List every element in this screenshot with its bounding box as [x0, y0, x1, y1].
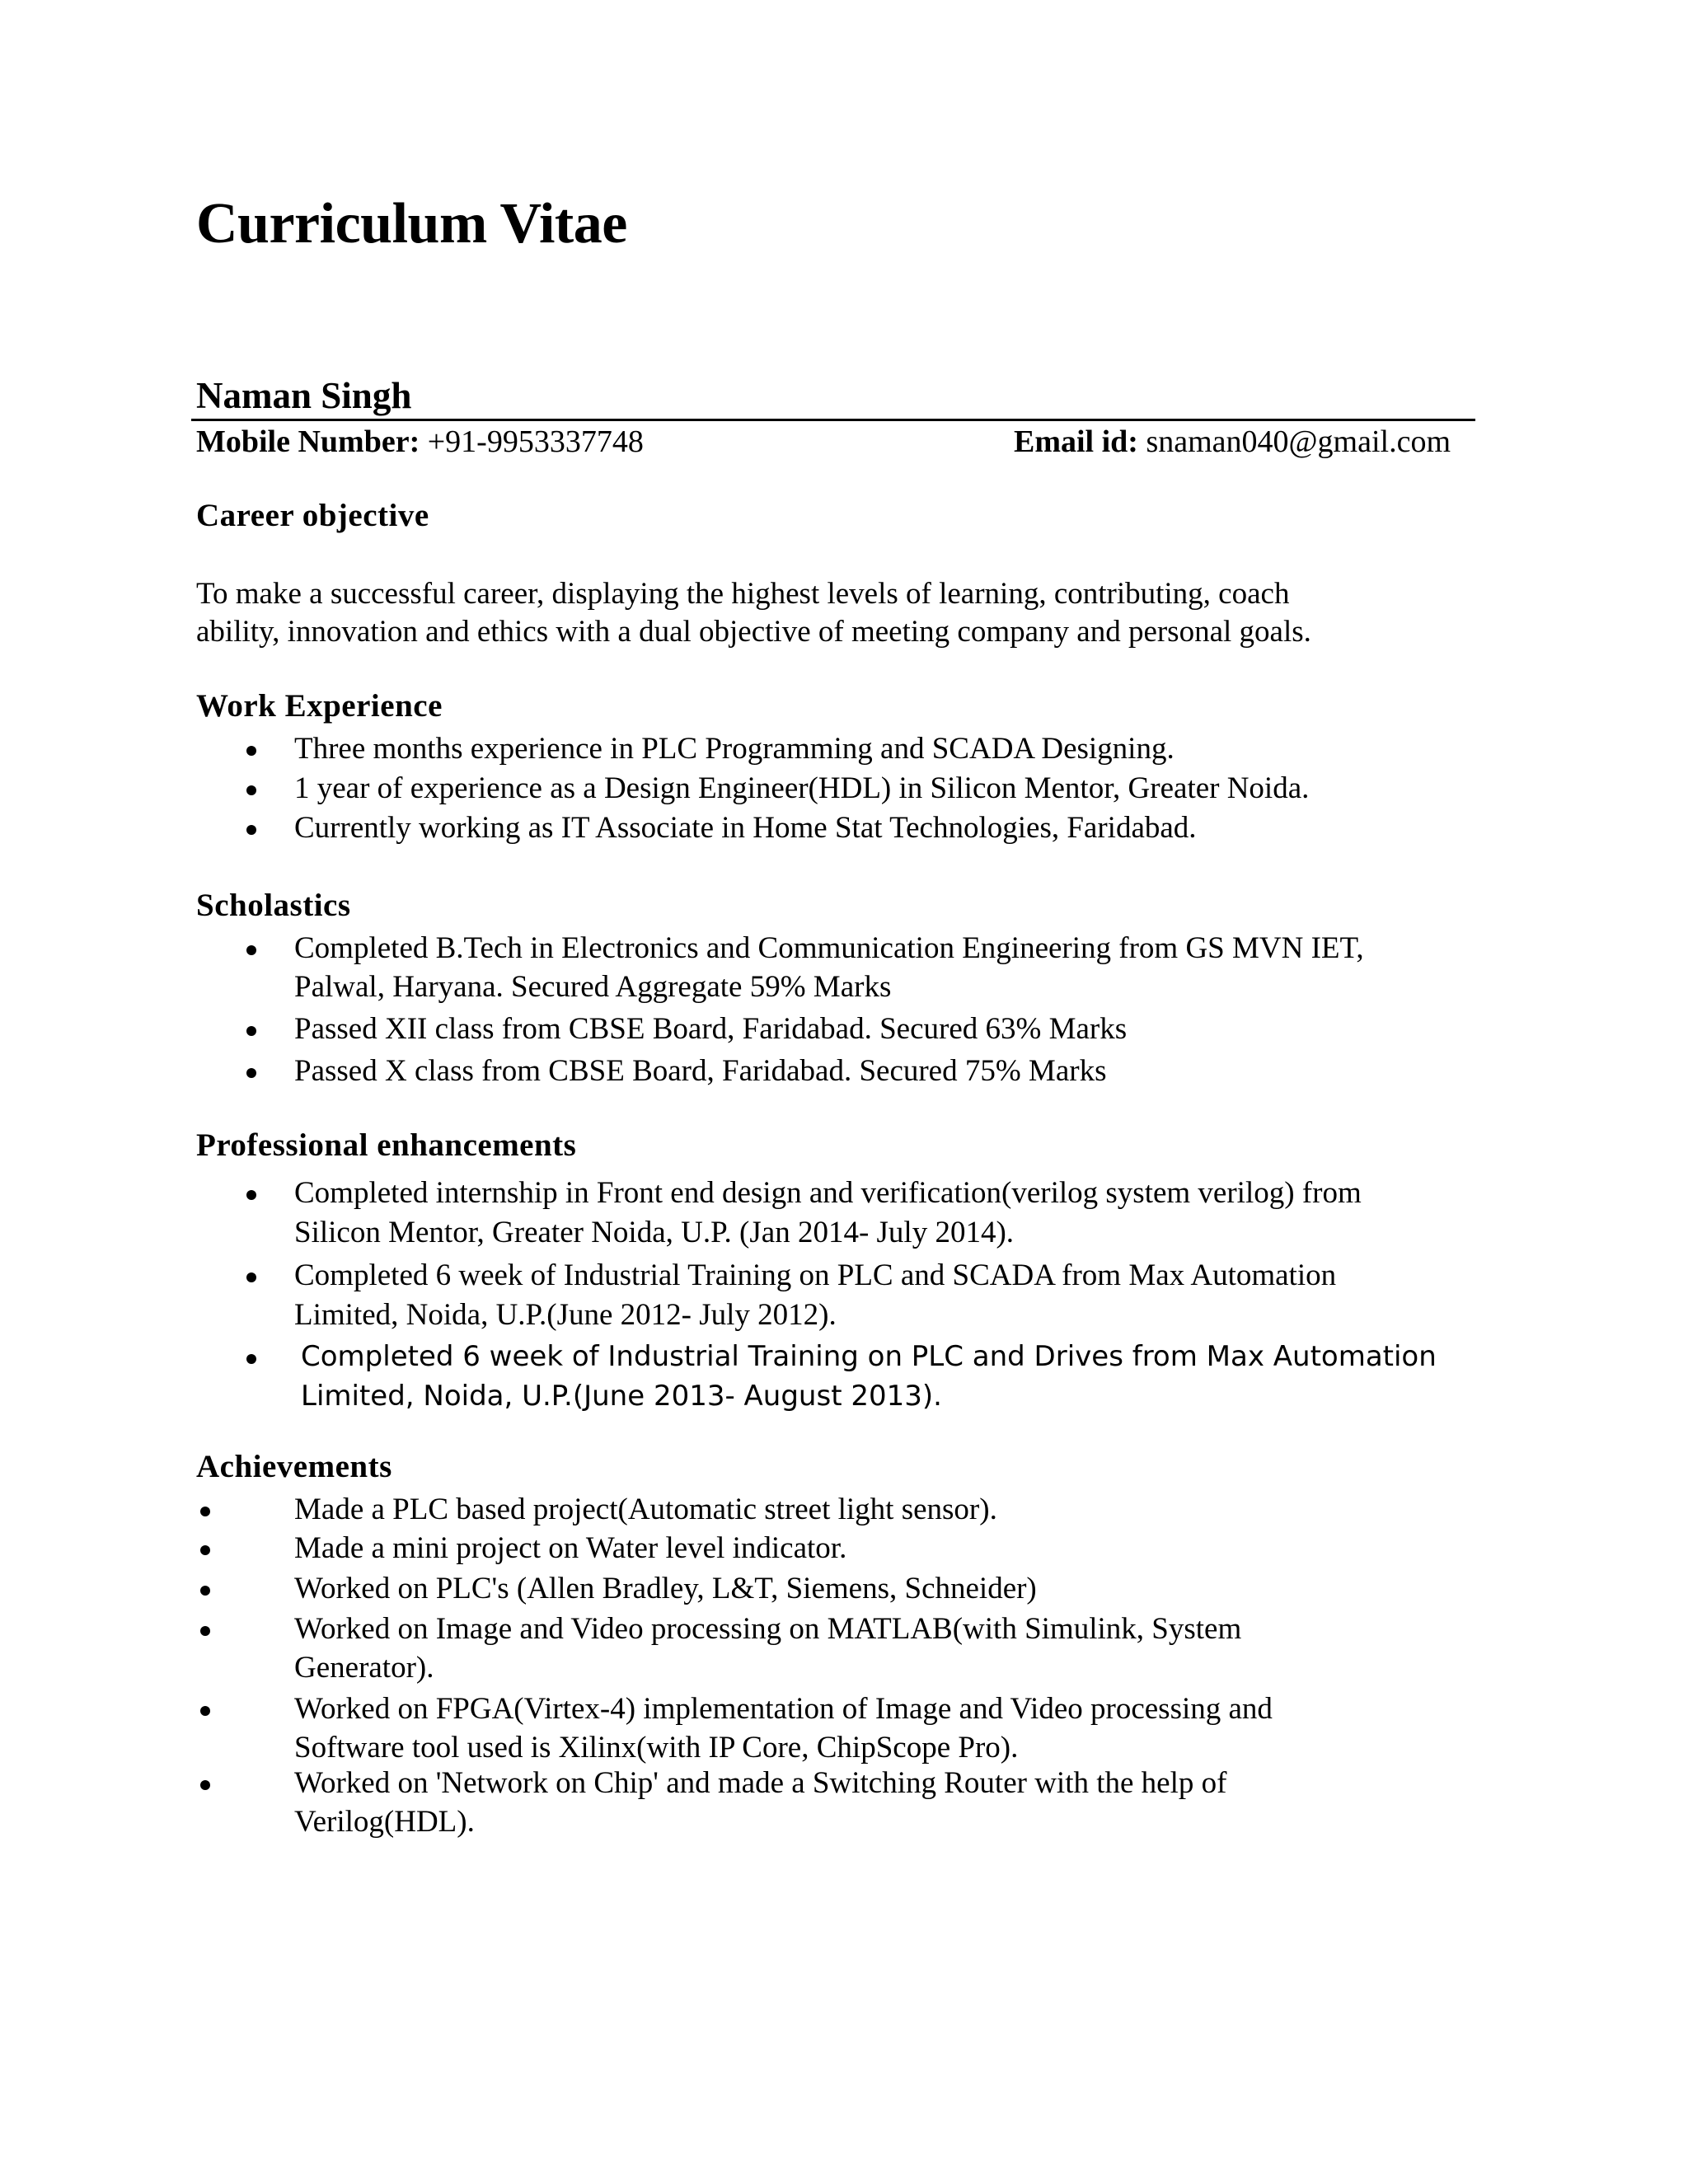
mobile-number — [196, 424, 644, 460]
list-item-text: Limited, Noida, U.P.(June 2012- July 2012). — [294, 1298, 837, 1332]
page-title: Curriculum Vitae — [196, 192, 627, 255]
list-item-text: Passed XII class from CBSE Board, Faridabad. Secured 63% Marks — [294, 1012, 1128, 1046]
list-item-text: Currently working as IT Associate in Home Stat Technologies, Faridabad. — [294, 811, 1197, 845]
list-item-text: Generator). — [294, 1651, 434, 1685]
bullet-icon — [246, 1026, 256, 1036]
bullet-icon — [200, 1586, 210, 1596]
career-objective-line-1: To make a successful career, displaying the highest levels of learning, contributing, coach — [196, 577, 1290, 611]
bullet-icon — [200, 1780, 210, 1790]
list-item-text: 1 year of experience as a Design Engineer(HDL) in Silicon Mentor, Greater Noida. — [294, 771, 1310, 805]
mobile-label: Mobile Number: — [196, 424, 420, 459]
list-item-text: Passed X class from CBSE Board, Faridabad. Secured 75% Marks — [294, 1054, 1107, 1088]
list-item-text: Worked on FPGA(Virtex-4) implementation of Image and Video processing and — [294, 1692, 1273, 1726]
bullet-icon — [246, 746, 256, 756]
list-item-text: Worked on Image and Video processing on MATLAB(with Simulink, System — [294, 1612, 1242, 1646]
name-divider — [191, 419, 1475, 421]
list-item-text: Completed internship in Front end design and verification(verilog system verilog) from — [294, 1176, 1362, 1210]
bullet-icon — [200, 1545, 210, 1555]
bullet-icon — [246, 825, 256, 835]
list-item-text: Worked on 'Network on Chip' and made a Switching Router with the help of — [294, 1766, 1227, 1800]
list-item-text: Made a mini project on Water level indicator. — [294, 1531, 847, 1565]
bullet-icon — [200, 1507, 210, 1516]
achievements-heading: Achievements — [196, 1449, 392, 1484]
work-experience-heading: Work Experience — [196, 688, 443, 724]
bullet-icon — [246, 945, 256, 955]
career-objective-line-2: ability, innovation and ethics with a dual objective of meeting company and personal goals. — [196, 615, 1311, 649]
career-objective-heading: Career objective — [196, 498, 429, 533]
list-item-text: Limited, Noida, U.P.(June 2013- August 2013). — [301, 1380, 942, 1413]
list-item-text: Silicon Mentor, Greater Noida, U.P. (Jan 2014- July 2014). — [294, 1216, 1015, 1249]
email-value: snaman040@gmail.com — [1146, 424, 1451, 459]
bullet-icon — [246, 1190, 256, 1200]
bullet-icon — [246, 785, 256, 795]
bullet-icon — [200, 1706, 210, 1716]
email-label: Email id: — [1014, 424, 1138, 459]
scholastics-heading: Scholastics — [196, 888, 351, 923]
list-item-text: Completed 6 week of Industrial Training on PLC and Drives from Max Automation — [301, 1340, 1437, 1373]
list-item-text: Verilog(HDL). — [294, 1805, 475, 1839]
list-item-text: Three months experience in PLC Programming and SCADA Designing. — [294, 732, 1175, 766]
list-item-text: Software tool used is Xilinx(with IP Core, ChipScope Pro). — [294, 1731, 1019, 1765]
mobile-value: +91-9953337748 — [427, 424, 644, 459]
list-item-text: Made a PLC based project(Automatic street light sensor). — [294, 1493, 997, 1526]
bullet-icon — [246, 1068, 256, 1078]
list-item-text: Palwal, Haryana. Secured Aggregate 59% Marks — [294, 970, 892, 1004]
candidate-name: Naman Singh — [196, 375, 412, 416]
bullet-icon — [246, 1354, 256, 1364]
list-item-text: Completed 6 week of Industrial Training on PLC and SCADA from Max Automation — [294, 1258, 1337, 1292]
bullet-icon — [200, 1626, 210, 1636]
list-item-text: Worked on PLC's (Allen Bradley, L&T, Siemens, Schneider) — [294, 1572, 1037, 1605]
list-item-text: Completed B.Tech in Electronics and Communication Engineering from GS MVN IET, — [294, 931, 1364, 965]
email-id — [1014, 424, 1451, 460]
bullet-icon — [246, 1272, 256, 1282]
professional-enhancements-heading: Professional enhancements — [196, 1127, 577, 1163]
